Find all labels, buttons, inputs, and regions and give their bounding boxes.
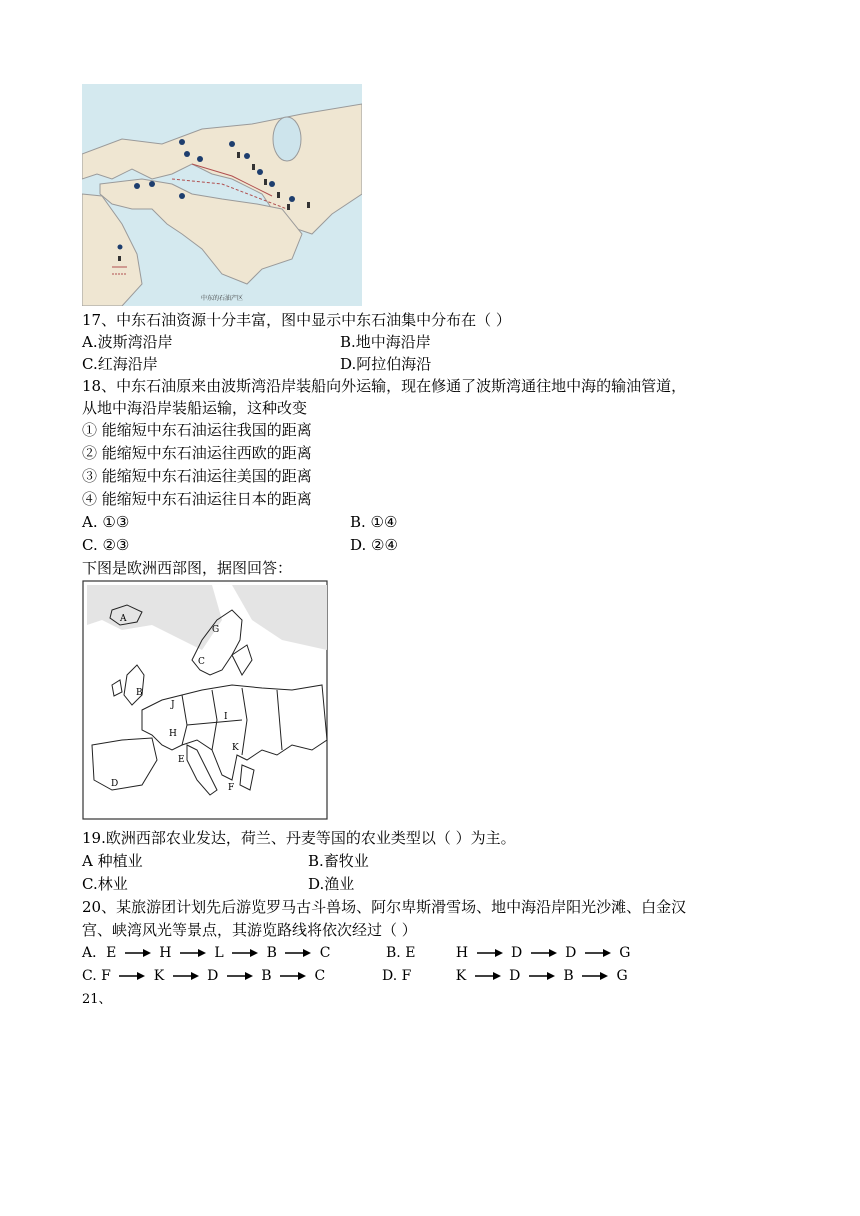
route-stop: G: [616, 968, 628, 984]
q17-option-b: B.地中海沿岸: [340, 333, 431, 351]
q21-label: 21、: [82, 992, 112, 1007]
arrow-right-icon: [173, 971, 199, 981]
arrow-right-icon: [232, 948, 258, 958]
route-stop: B: [266, 945, 277, 961]
q20-stem-line1: 20、某旅游团计划先后游览罗马古斗兽场、阿尔卑斯滑雪场、地中海沿岸阳光沙滩、白金汉: [82, 898, 687, 916]
route-stop: L: [214, 945, 224, 961]
map-label-j: J: [171, 700, 175, 710]
route-stop: D: [511, 945, 523, 961]
q19-option-c: C.林业: [82, 875, 128, 893]
route-stop: H: [159, 945, 172, 961]
arrow-right-icon: [529, 971, 555, 981]
q20-option-c-label: C. F: [82, 968, 111, 984]
route-stop: D: [509, 968, 521, 984]
arrow-right-icon: [475, 971, 501, 981]
q20-option-b-label: B. E: [386, 945, 416, 961]
route-stop: K: [153, 968, 165, 984]
arrow-right-icon: [280, 971, 306, 981]
map-label-a: A: [120, 614, 127, 624]
map-label-c: C: [198, 657, 205, 667]
europe-map-intro: 下图是欧洲西部图，据图回答：: [82, 559, 293, 577]
map-label-d: D: [111, 779, 119, 789]
arrow-right-icon: [125, 948, 151, 958]
q18-statement-1: ① 能缩短中东石油运往我国的距离: [82, 421, 312, 439]
route-stop: G: [619, 945, 631, 961]
q17-option-c: C.红海沿岸: [82, 355, 158, 373]
route-stop: D: [565, 945, 577, 961]
route-stop: D: [207, 968, 219, 984]
q18-option-c: C. ②③: [82, 536, 130, 554]
q18-statement-2: ② 能缩短中东石油运往西欧的距离: [82, 444, 312, 462]
route-stop: H: [455, 945, 469, 961]
q19-stem: 19.欧洲西部农业发达，荷兰、丹麦等国的农业类型以（ ）为主。: [82, 829, 516, 847]
q19-option-a: A 种植业: [82, 852, 143, 870]
q18-stem-line1: 18、中东石油原来由波斯湾沿岸装船向外运输，现在修通了波斯湾通往地中海的输油管道，: [82, 377, 687, 395]
map-label-b: B: [136, 688, 143, 698]
route-stop: B: [563, 968, 574, 984]
q18-option-a: A. ①③: [82, 513, 130, 531]
q20-stem-line2: 宫、峡湾风光等景点，其游览路线将依次经过（ ）: [82, 921, 417, 939]
arrow-right-icon: [531, 948, 557, 958]
q18-statement-3: ③ 能缩短中东石油运往美国的距离: [82, 467, 312, 485]
q20-option-a: [82, 943, 331, 963]
route-stop: C: [319, 945, 331, 961]
map-label-k: K: [232, 743, 239, 753]
map-label-f: F: [228, 783, 235, 793]
middle-east-oil-map: [82, 84, 362, 306]
arrow-right-icon: [477, 948, 503, 958]
western-europe-map: [82, 580, 328, 820]
q18-stem-line2: 从地中海沿岸装船运输，这种改变: [82, 399, 308, 417]
q19-option-b: B.畜牧业: [308, 852, 369, 870]
q20-option-d-label: D. F: [382, 968, 412, 984]
route-stop: B: [261, 968, 272, 984]
map-label-g: G: [212, 625, 220, 635]
q20-option-a-label: A．E: [82, 945, 117, 961]
map-label-e: E: [178, 755, 185, 765]
map-label-h: H: [169, 729, 177, 739]
q19-option-d: D.渔业: [308, 875, 355, 893]
arrow-right-icon: [585, 948, 611, 958]
q20-option-c: [82, 966, 325, 986]
arrow-right-icon: [582, 971, 608, 981]
q18-option-d: D. ②④: [350, 536, 398, 554]
arrow-right-icon: [227, 971, 253, 981]
map-label-i: I: [224, 712, 228, 722]
q17-option-d: D.阿拉伯海沿: [340, 355, 432, 373]
q17-option-a: A.波斯湾沿岸: [82, 333, 173, 351]
q17-stem: 17、中东石油资源十分丰富，图中显示中东石油集中分布在（ ）: [82, 311, 511, 329]
q20-option-b: [386, 943, 630, 963]
map1-caption: 中东的石油产区: [200, 295, 244, 302]
arrow-right-icon: [180, 948, 206, 958]
route-stop: K: [455, 968, 467, 984]
route-stop: C: [314, 968, 326, 984]
q18-option-b: B. ①④: [350, 513, 398, 531]
arrow-right-icon: [285, 948, 311, 958]
q20-option-d: [382, 966, 628, 986]
arrow-right-icon: [119, 971, 145, 981]
q18-statement-4: ④ 能缩短中东石油运往日本的距离: [82, 490, 312, 508]
